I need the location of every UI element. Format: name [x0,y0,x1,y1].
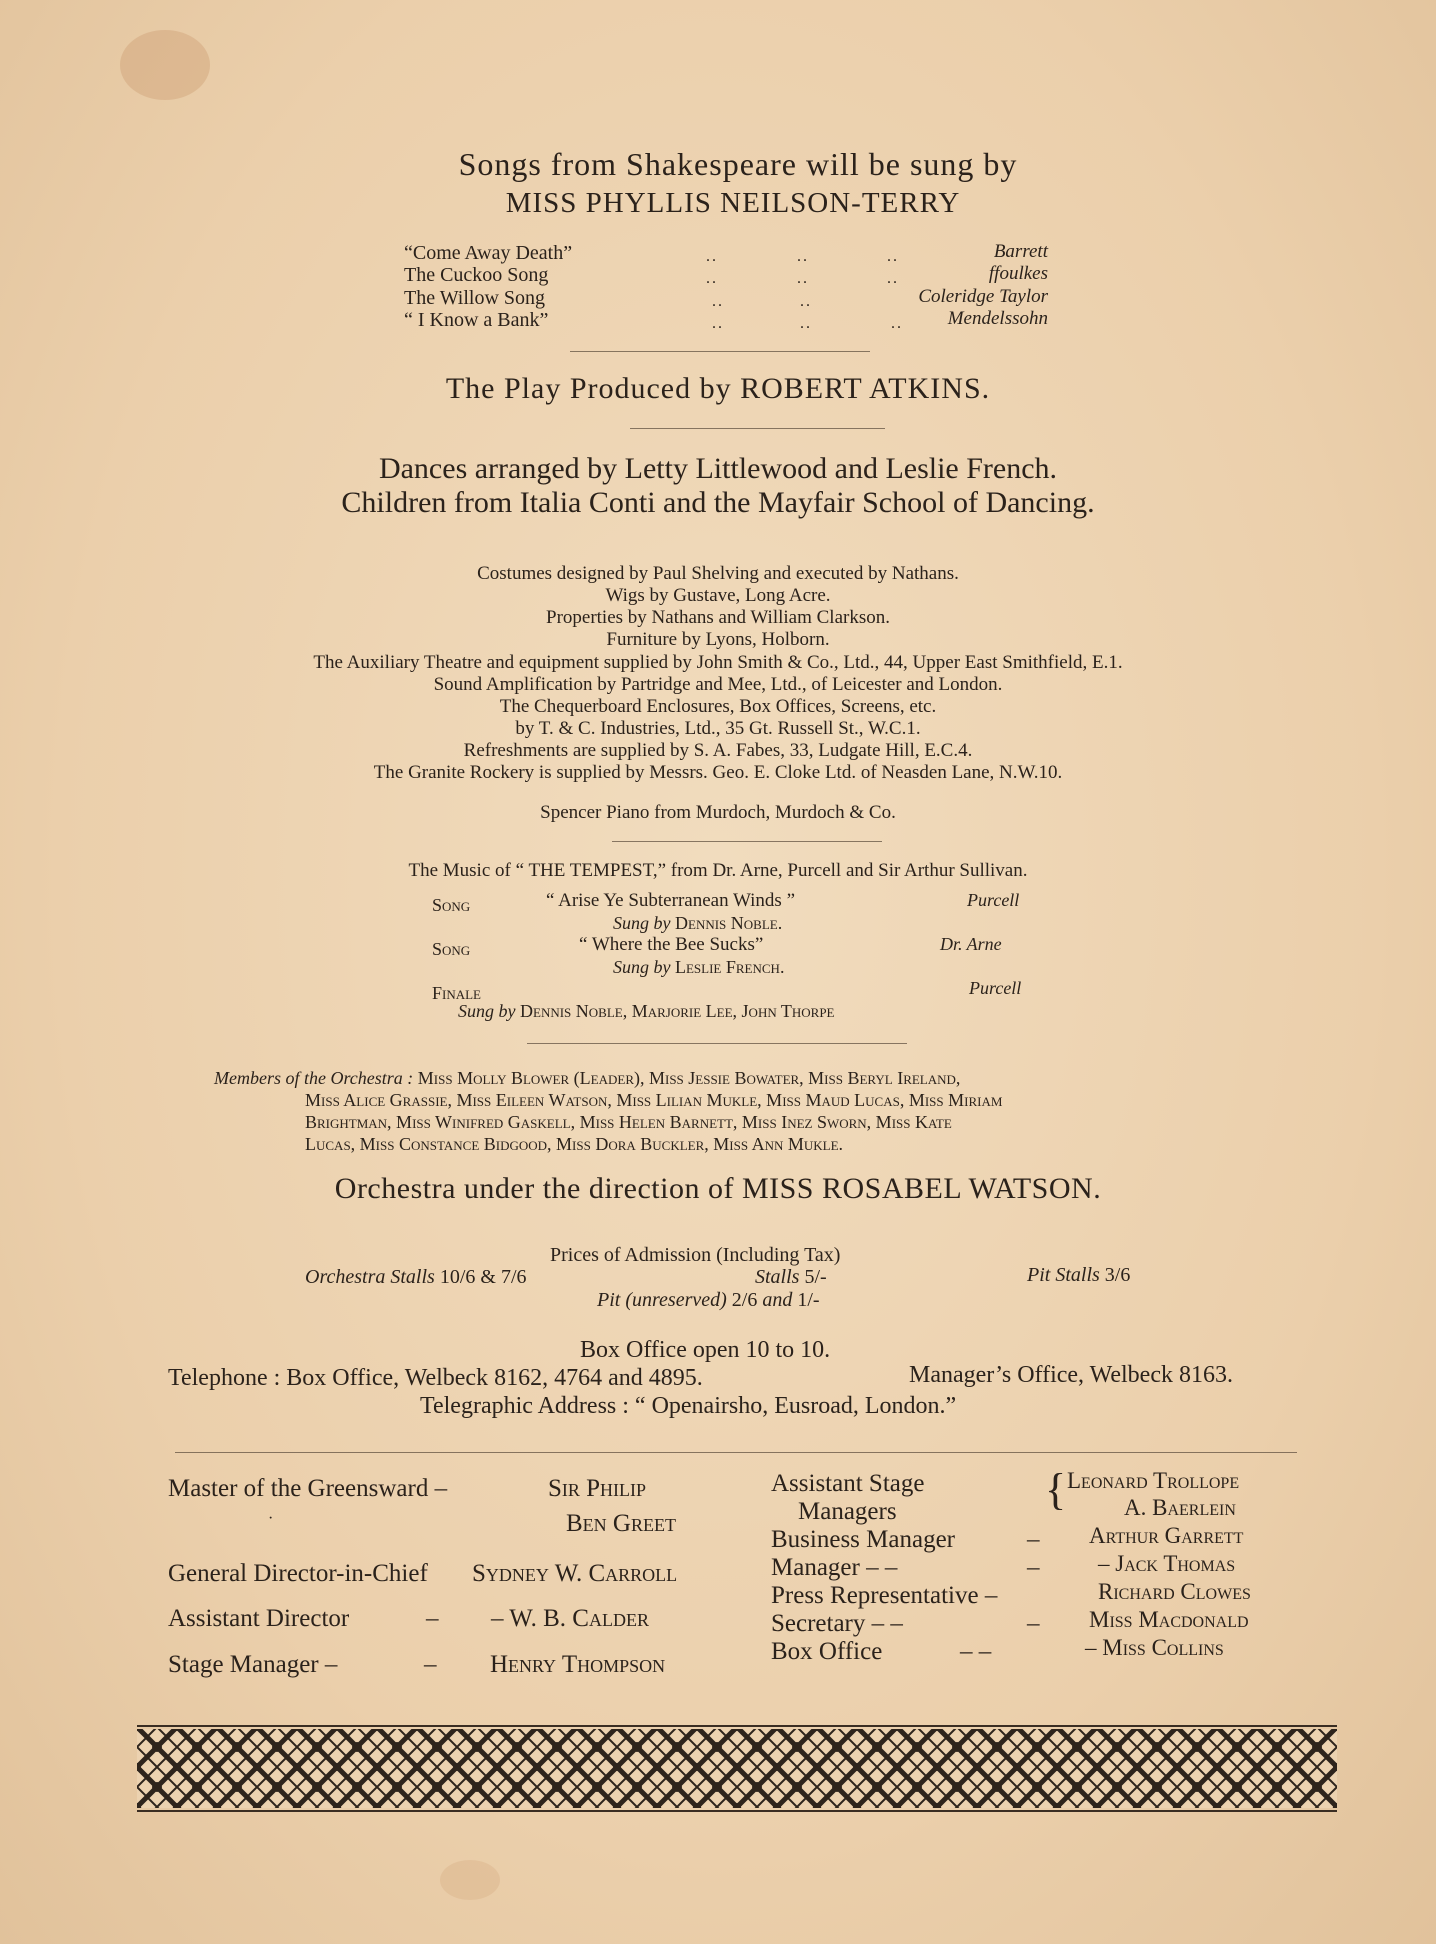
decorative-border [137,1725,1337,1812]
credit-line: Refreshments are supplied by S. A. Fabes, 33, Ludgate Hill, E.C.4. [463,740,973,761]
staff-role: Stage Manager – [168,1651,338,1678]
staff-role: Assistant Stage [771,1470,925,1497]
staff-name: Henry Thompson [490,1651,666,1678]
producer-credit: The Play Produced by ROBERT ATKINS. [445,372,991,405]
staff-role: Box Office [771,1638,883,1665]
music-singer: Sung by Dennis Noble. [613,913,783,933]
staff-role: Master of the Greensward – [168,1475,448,1502]
staff-name: Sydney W. Carroll [472,1560,678,1587]
credit-line: Costumes designed by Paul Shelving and executed by Nathans. [477,563,959,584]
orchestra-stalls-price: Orchestra Stalls 10/6 & 7/6 [305,1266,527,1288]
members-label: Members of the Orchestra : [214,1068,414,1088]
song-title: The Willow Song [404,287,546,309]
song-title: The Cuckoo Song [404,264,549,286]
staff-name: Sir Philip [548,1475,647,1502]
divider [612,841,882,842]
staff-name: – Jack Thomas [1098,1551,1236,1576]
staff-dash: – [1027,1610,1040,1637]
staff-name: A. Baerlein [1124,1495,1236,1520]
orchestra-members-line: Miss Alice Grassie, Miss Eileen Watson, Miss Lilian Mukle, Miss Maud Lucas, Miss Miriam [305,1090,1003,1110]
song-row [404,309,548,332]
divider [630,428,885,429]
staff-role: Managers [798,1498,897,1525]
credit-line: The Granite Rockery is supplied by Messrs. Geo. E. Cloke Ltd. of Neasden Lane, N.W.10. [373,762,1063,783]
staff-role: Assistant Director [168,1605,350,1632]
staff-name: Richard Clowes [1098,1579,1251,1604]
divider [570,351,870,352]
music-singer: Sung by Dennis Noble, Marjorie Lee, John Thorpe [458,1001,835,1021]
staff-dash: – [1027,1526,1040,1553]
children-credit: Children from Italia Conti and the Mayfair School of Dancing. [341,486,1095,519]
music-label: Song [432,895,471,915]
manager-office-telephone: Manager’s Office, Welbeck 8163. [909,1362,1233,1388]
credit-line: by T. & C. Industries, Ltd., 35 Gt. Russell St., W.C.1. [515,718,921,739]
song-title: “ I Know a Bank” [404,309,549,331]
music-title: “ Arise Ye Subterranean Winds ” [546,890,796,911]
leader-dots: .. [706,270,718,287]
leader-dots: .. [800,293,812,310]
staff-name: Ben Greet [566,1510,676,1537]
divider [175,1452,1297,1453]
staff-name: – W. B. Calder [491,1605,649,1632]
leader-dots: .. [712,293,724,310]
staff-role: General Director-in-Chief [168,1560,428,1587]
music-label: Finale [432,983,481,1003]
leader-dots: .. [887,248,899,265]
pit-price: Pit (unreserved) 2/6 and 1/- [597,1289,820,1311]
lattice-ornament [137,1727,1337,1810]
pit-stalls-price: Pit Stalls 3/6 [1027,1264,1131,1286]
staff-role: Business Manager [771,1526,955,1553]
orchestra-members-line: Members of the Orchestra : Miss Molly Blower (Leader), Miss Jessie Bowater, Miss Beryl Ireland, [214,1068,961,1088]
leader-dots: .. [706,248,718,265]
dances-credit: Dances arranged by Letty Littlewood and Leslie French. [378,452,1058,485]
song-composer: ffoulkes [988,263,1048,284]
credit-line: Properties by Nathans and William Clarkson. [546,607,890,628]
prices-heading: Prices of Admission (Including Tax) [550,1244,841,1266]
paper-stain [120,30,210,100]
orchestra-members-line: Brightman, Miss Winifred Gaskell, Miss Helen Barnett, Miss Inez Sworn, Miss Kate [305,1112,952,1132]
staff-name: Miss Macdonald [1089,1607,1249,1632]
music-composer: Purcell [969,978,1022,998]
leader-dots: .. [887,270,899,287]
telephone-numbers: Telephone : Box Office, Welbeck 8162, 4764 and 4895. [168,1365,703,1391]
credit-line: The Chequerboard Enclosures, Box Offices, Screens, etc. [499,696,937,717]
music-title: “ Where the Bee Sucks” [579,934,764,955]
music-label: Song [432,939,471,959]
staff-role: Secretary – – [771,1610,903,1637]
leader-dots: .. [797,270,809,287]
leader-dots: .. [800,315,812,332]
orchestra-direction: Orchestra under the direction of MISS ROSABEL WATSON. [334,1172,1102,1205]
song-composer: Mendelssohn [947,308,1048,329]
song-title: “Come Away Death” [404,242,573,264]
staff-dash: – [426,1605,439,1632]
music-composer: Dr. Arne [940,934,1002,954]
staff-role: Manager – – [771,1554,898,1581]
credit-line: The Auxiliary Theatre and equipment supplied by John Smith & Co., Ltd., 44, Upper East Smithfield, E.1. [313,652,1123,673]
song-row [404,242,572,265]
song-row [404,287,545,310]
staff-name: Arthur Garrett [1089,1523,1244,1548]
leader-dots: .. [712,315,724,332]
piano-credit: Spencer Piano from Murdoch, Murdoch & Co. [540,802,896,823]
song-composer: Barrett [993,241,1048,262]
credit-line: Furniture by Lyons, Holborn. [606,629,830,650]
paper-stain [440,1860,500,1900]
singer-name: MISS PHYLLIS NEILSON-TERRY [505,187,961,219]
box-office-hours: Box Office open 10 to 10. [580,1337,831,1363]
song-composer: Coleridge Taylor [918,286,1048,307]
music-singer: Sung by Leslie French. [613,957,785,977]
credit-line: Sound Amplification by Partridge and Mee, Ltd., of Leicester and London. [433,674,1003,695]
orchestra-members-line: Lucas, Miss Constance Bidgood, Miss Dora Buckler, Miss Ann Mukle. [305,1134,844,1154]
brace: { [1045,1465,1067,1514]
staff-dash: – [1027,1554,1040,1581]
leader-dots: .. [797,248,809,265]
tempest-heading: The Music of “ THE TEMPEST,” from Dr. Arne, Purcell and Sir Arthur Sullivan. [408,860,1028,881]
stalls-price: Stalls 5/- [755,1266,827,1288]
song-row [404,264,548,287]
telegraphic-address: Telegraphic Address : “ Openairsho, Eusroad, London.” [420,1393,957,1419]
staff-role: Press Representative – [771,1582,998,1609]
songs-heading: Songs from Shakespeare will be sung by [458,146,1018,182]
music-composer: Purcell [967,890,1020,910]
staff-name: – Miss Collins [1085,1635,1224,1660]
leader-dots: .. [891,315,903,332]
staff-name: Leonard Trollope [1067,1468,1240,1493]
staff-dash: – [424,1651,437,1678]
credit-line: Wigs by Gustave, Long Acre. [605,585,831,606]
staff-dash: – – [960,1638,992,1665]
divider [527,1043,907,1044]
bullet: · [268,1510,274,1527]
